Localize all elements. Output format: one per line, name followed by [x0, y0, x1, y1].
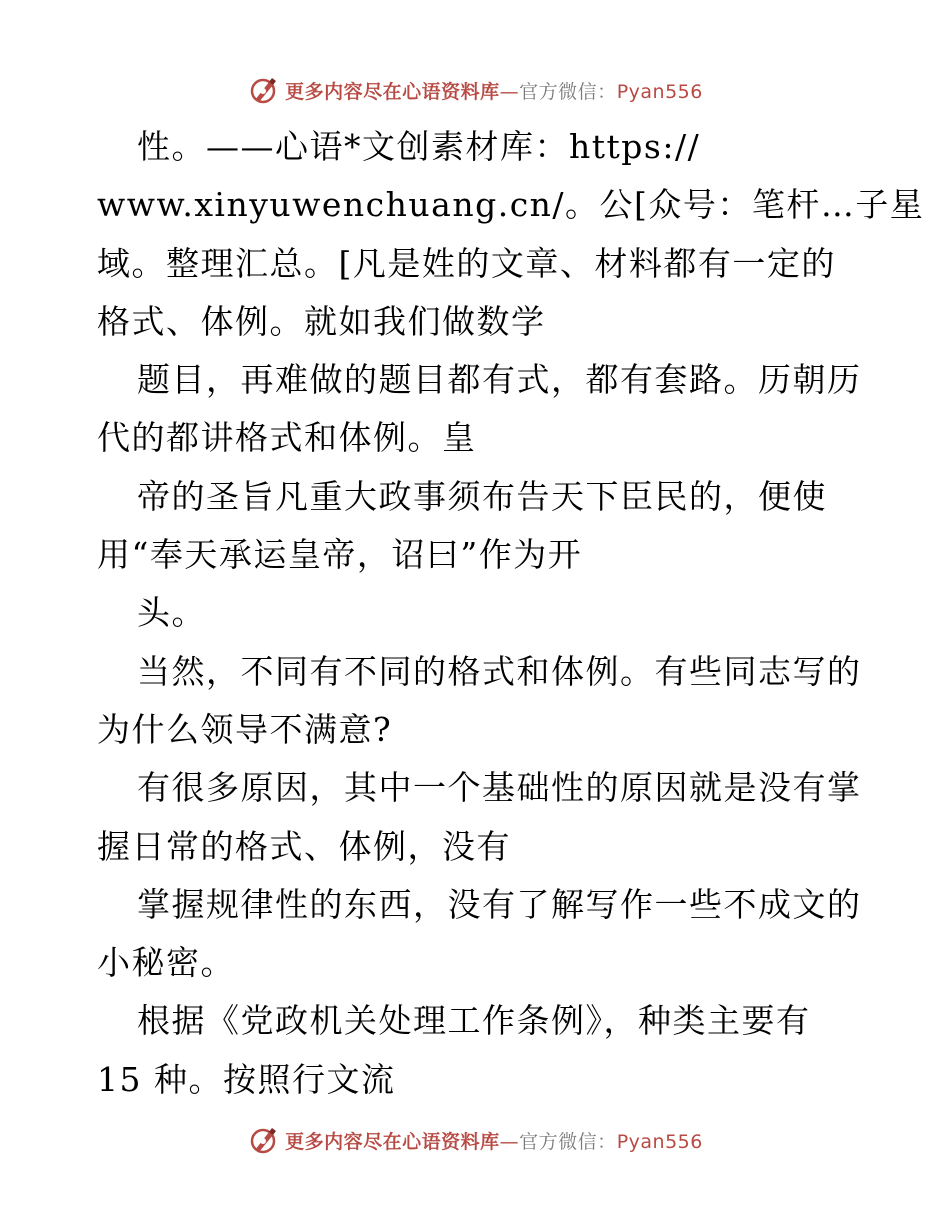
pen-logo-icon [247, 1124, 279, 1156]
banner-dash: — [499, 1130, 520, 1153]
body-line: 性。——心语*文创素材库：https:// [137, 127, 701, 166]
body-line: 掌握规律性的东西，没有了解写作一些不成文的 [137, 884, 862, 924]
body-line: 小秘密。 [97, 943, 235, 983]
body-line: 代的都讲格式和体例。皇 [97, 418, 477, 458]
body-line: 帝的圣旨凡重大政事须布告天下臣民的，便使 [137, 476, 827, 516]
header-banner [0, 70, 950, 110]
banner-main-text: 更多内容尽在心语资料库 [285, 80, 500, 103]
body-line: 格式、体例。就如我们做数学 [97, 301, 546, 341]
footer-banner [0, 1120, 950, 1160]
banner-dash: — [499, 80, 520, 103]
body-line: 根据《党政机关处理工作条例》，种类主要有 [137, 1001, 811, 1041]
document-body [97, 118, 925, 1109]
banner-official-label: 官方微信： [519, 1130, 617, 1153]
body-line: www.xinyuwenchuang.cn/。公[众号：笔杆…子星 [97, 185, 925, 225]
body-line: 头。 [137, 593, 206, 633]
body-line: 15 种。按照行文流 [97, 1059, 396, 1099]
body-line: 题目，再难做的题目都有式，都有套路。历朝历 [137, 360, 862, 400]
banner-wechat-id: Pyan556 [616, 80, 703, 103]
body-line: 为什么领导不满意? [97, 709, 393, 749]
body-line: 有很多原因，其中一个基础性的原因就是没有掌 [137, 768, 862, 808]
banner-wechat-id: Pyan556 [616, 1130, 703, 1153]
body-line: 握日常的格式、体例，没有 [97, 826, 511, 866]
banner-main-text: 更多内容尽在心语资料库 [285, 1130, 500, 1153]
pen-logo-icon [247, 74, 279, 106]
body-line: 当然，不同有不同的格式和体例。有些同志写的 [137, 651, 862, 691]
body-line: 用“奉天承运皇帝，诏曰”作为开 [97, 535, 583, 575]
body-line: 域。整理汇总。[凡是姓的文章、材料都有一定的 [97, 243, 836, 283]
banner-official-label: 官方微信： [519, 80, 617, 103]
